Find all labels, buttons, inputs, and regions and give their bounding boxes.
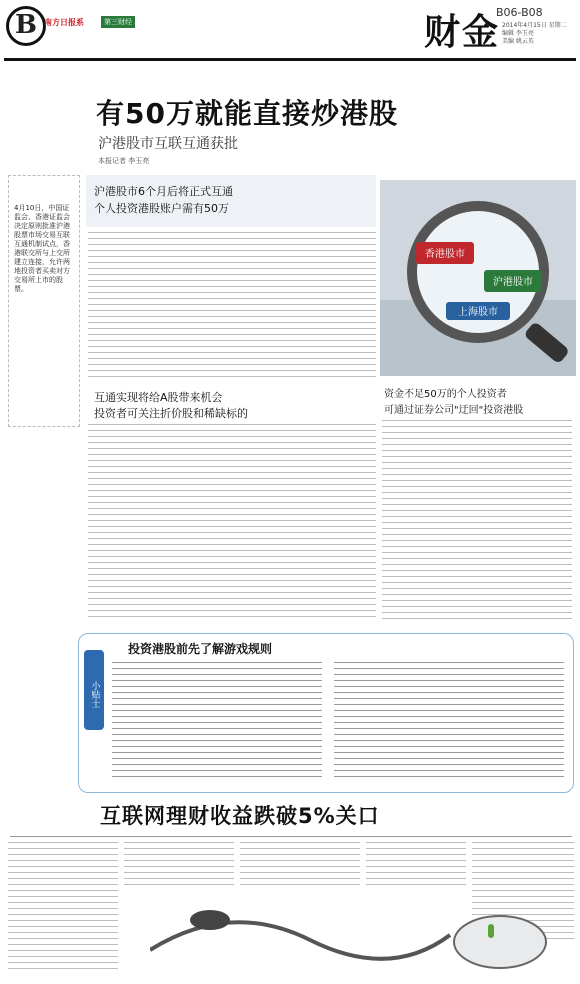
section3-title-a: 资金不足50万的个人投资者 xyxy=(384,389,507,400)
newspaper-brand: 南方日报系 xyxy=(44,18,84,27)
mouse-illustration xyxy=(150,880,580,980)
mouse-cable-drawing xyxy=(150,880,580,980)
tips-title: 投资港股前先了解游戏规则 xyxy=(128,642,273,656)
lead-subhead: 沪港股市互联互通获批 xyxy=(98,136,238,152)
sidebar-text: 4月10日，中国证监会、香港证监会决定原则批准沪港股票市场交易互联互通机制试点，香港联交所与上交所建立连接，允许两地投资者买卖对方交易所上市的股票。 xyxy=(14,204,70,293)
lead-headline: 有50万就能直接炒港股 xyxy=(96,97,398,130)
section2-title-b: 投资者可关注折价股和稀缺标的 xyxy=(94,407,248,420)
editor-credit: 编辑 李玉亮 xyxy=(502,30,534,37)
brand-badge: 第三财经 xyxy=(101,16,135,28)
section3-title-b: 可通过证券公司"迂回"投资港股 xyxy=(384,405,524,416)
photo-label-3: 上海股市 xyxy=(458,307,498,318)
section-title: 财金 xyxy=(424,12,501,53)
tips-label-text: 小贴士 xyxy=(89,680,100,708)
magnifier-illustration xyxy=(380,180,576,376)
section1-body xyxy=(88,232,376,382)
tips-label xyxy=(84,650,104,730)
section2-body xyxy=(88,424,376,622)
page-range: B06-B08 xyxy=(496,6,543,19)
section-letter: B xyxy=(6,6,46,46)
second-headline-rule xyxy=(10,836,572,837)
tips-body-right xyxy=(334,662,564,782)
section3-body xyxy=(382,420,572,622)
lead-byline: 本报记者 李玉亮 xyxy=(98,157,150,165)
header-rule xyxy=(4,58,576,61)
magnifier-photo xyxy=(380,180,576,376)
issue-weekday: 星期二 xyxy=(548,22,567,29)
header-meta xyxy=(502,22,567,46)
photo-label-2: 沪港股市 xyxy=(493,277,533,288)
art-credit: 美编 姚云英 xyxy=(502,38,534,45)
section1-title-a: 沪港股市6个月后将正式互通 xyxy=(94,185,233,198)
issue-date: 2014年4月15日 xyxy=(502,22,547,29)
second-headline: 互联网理财收益跌破5%关口 xyxy=(100,804,380,828)
section1-title-b: 个人投资港股账户需有50万 xyxy=(94,202,229,215)
second-body-col1 xyxy=(8,842,118,972)
photo-label-1: 香港股市 xyxy=(425,249,465,260)
section2-title-a: 互通实现将给A股带来机会 xyxy=(94,391,223,404)
tips-body-left xyxy=(112,662,322,782)
